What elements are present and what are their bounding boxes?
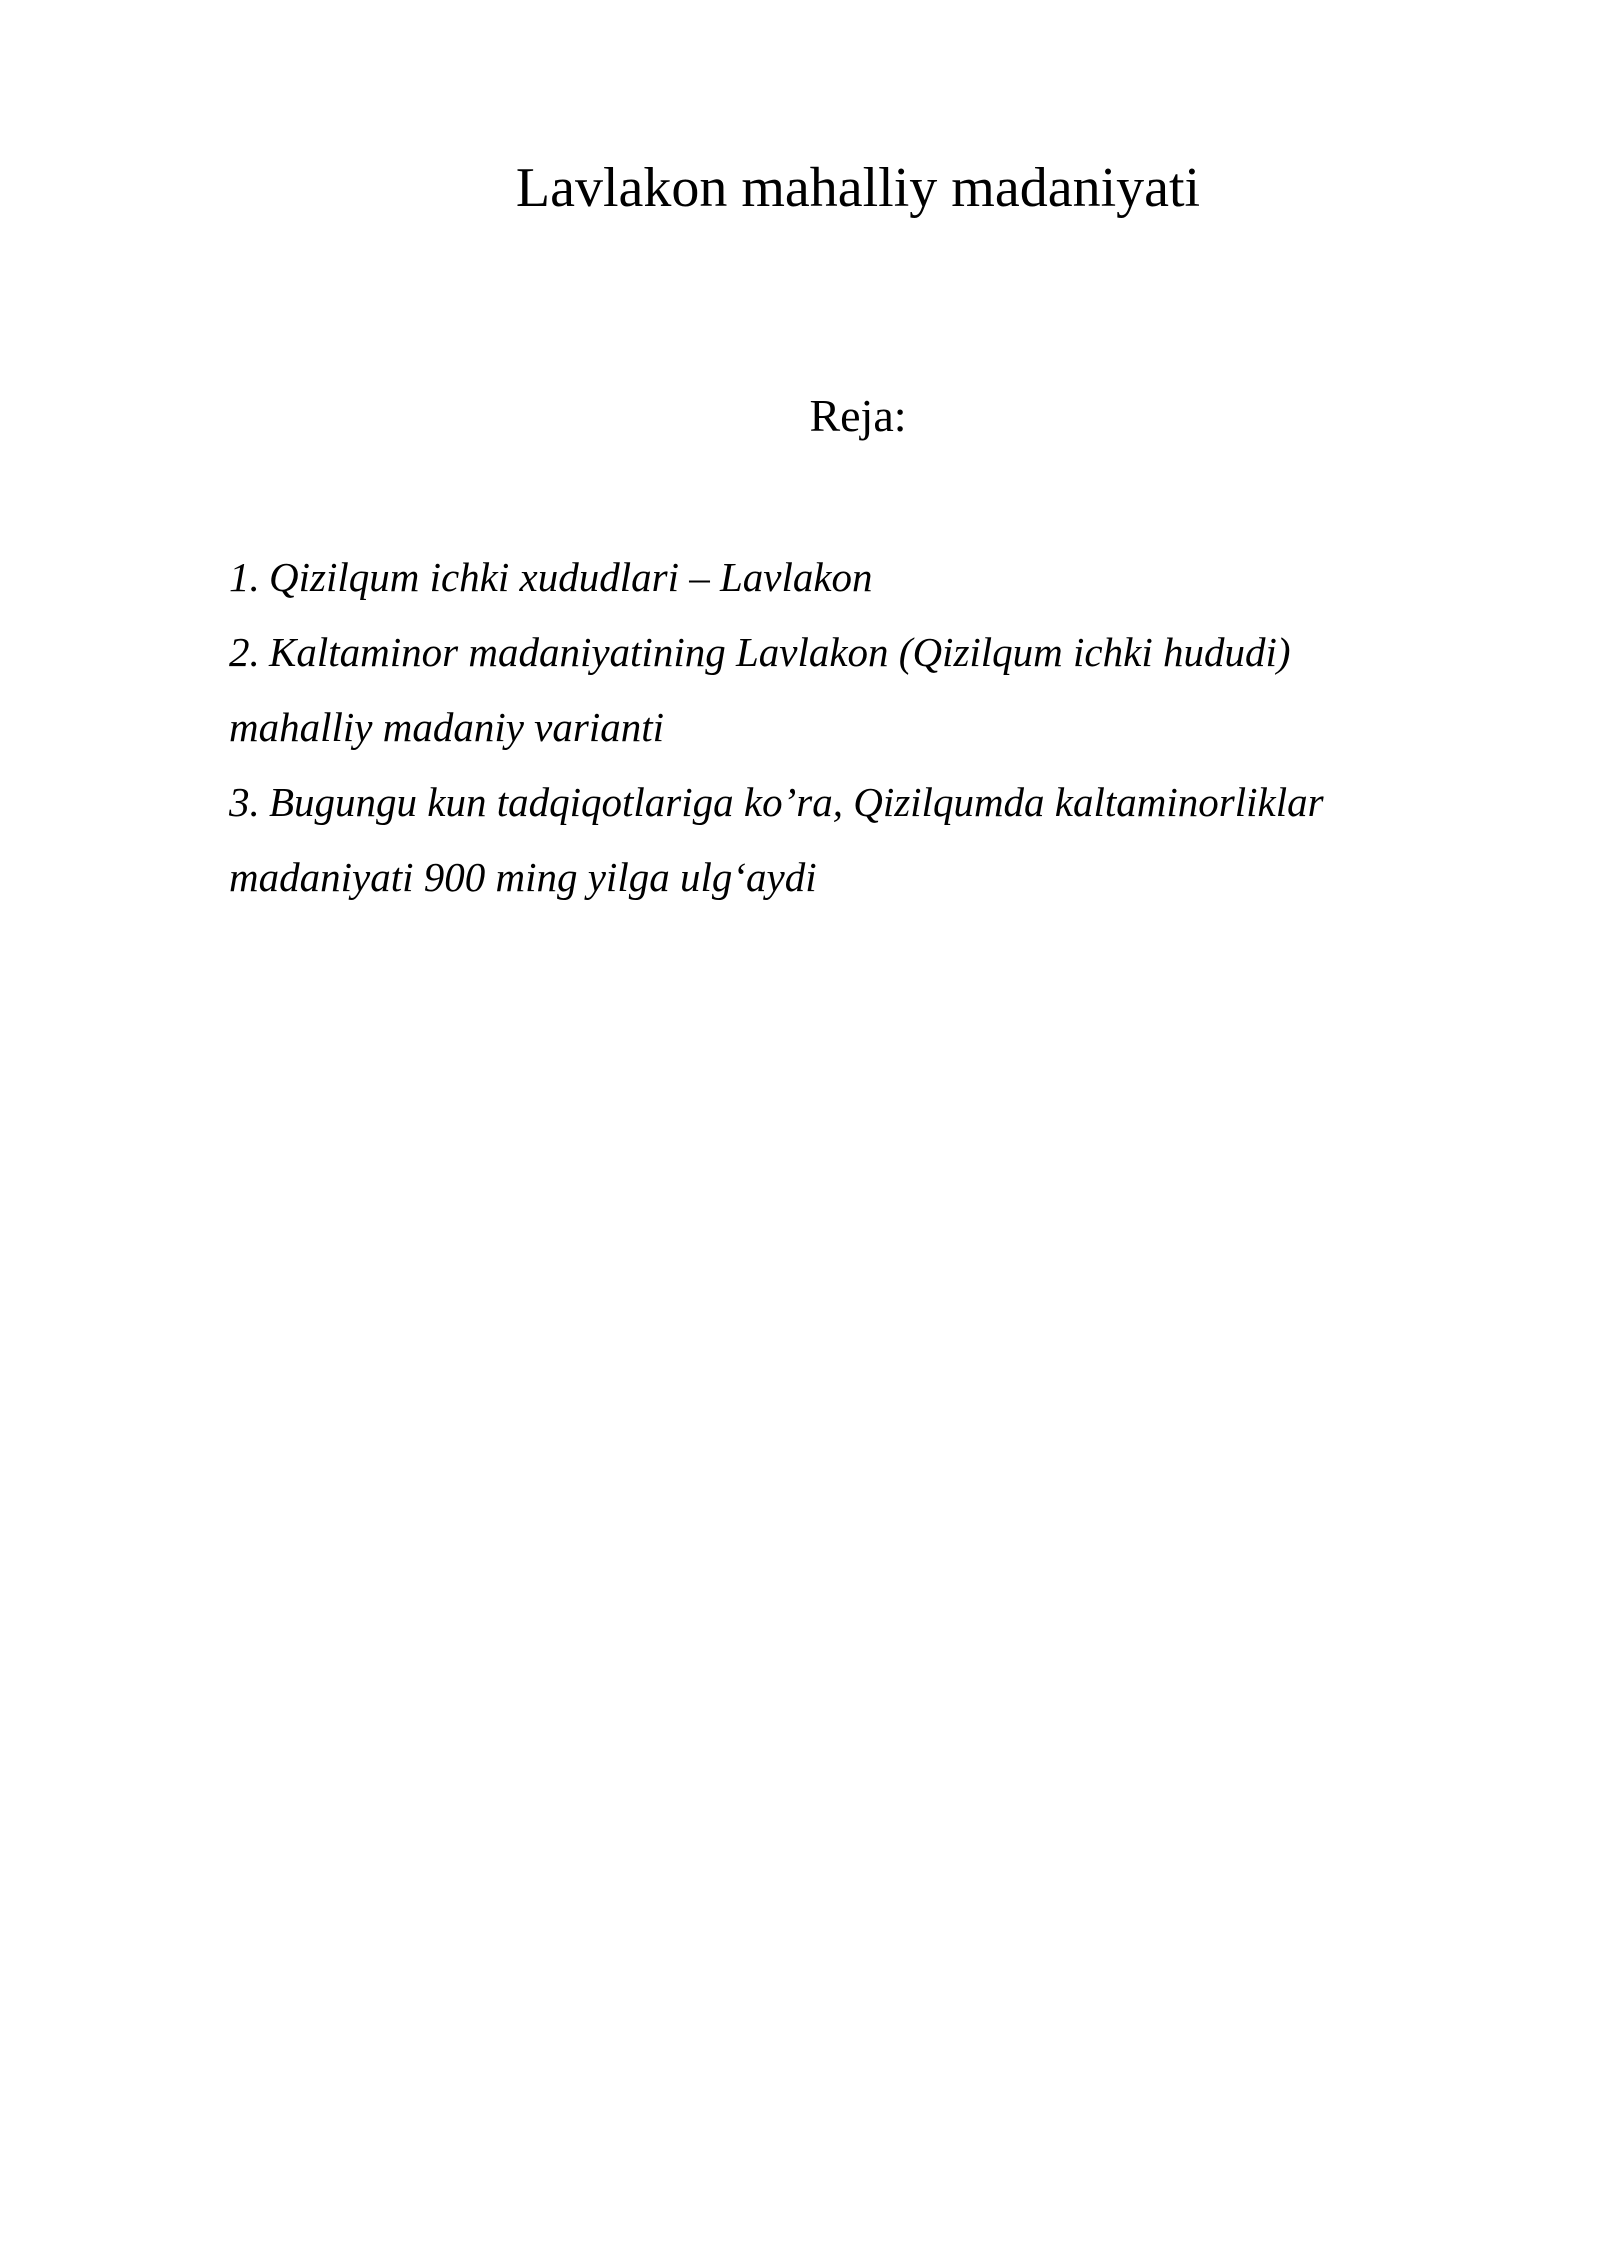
plan-item-number: 1. [229, 554, 260, 600]
plan-item-1 [229, 540, 1409, 615]
plan-item-text: Bugungu kun tadqiqotlariga ko’ra, Qizilqumda kaltaminorliklar madaniyati 900 ming yilga ulg‘aydi [229, 779, 1324, 900]
plan-item-2 [229, 615, 1409, 765]
document-title: Lavlakon mahalliy madaniyati [515, 157, 1201, 219]
plan-heading: Reja: [809, 390, 907, 441]
plan-list [229, 540, 1409, 915]
plan-item-3 [229, 765, 1409, 915]
plan-item-text: Kaltaminor madaniyatining Lavlakon (Qizilqum ichki hududi) mahalliy madaniy varianti [229, 629, 1291, 750]
plan-item-number: 2. [229, 629, 260, 675]
plan-item-number: 3. [229, 779, 260, 825]
plan-item-text: Qizilqum ichki xududlari – Lavlakon [269, 554, 873, 600]
